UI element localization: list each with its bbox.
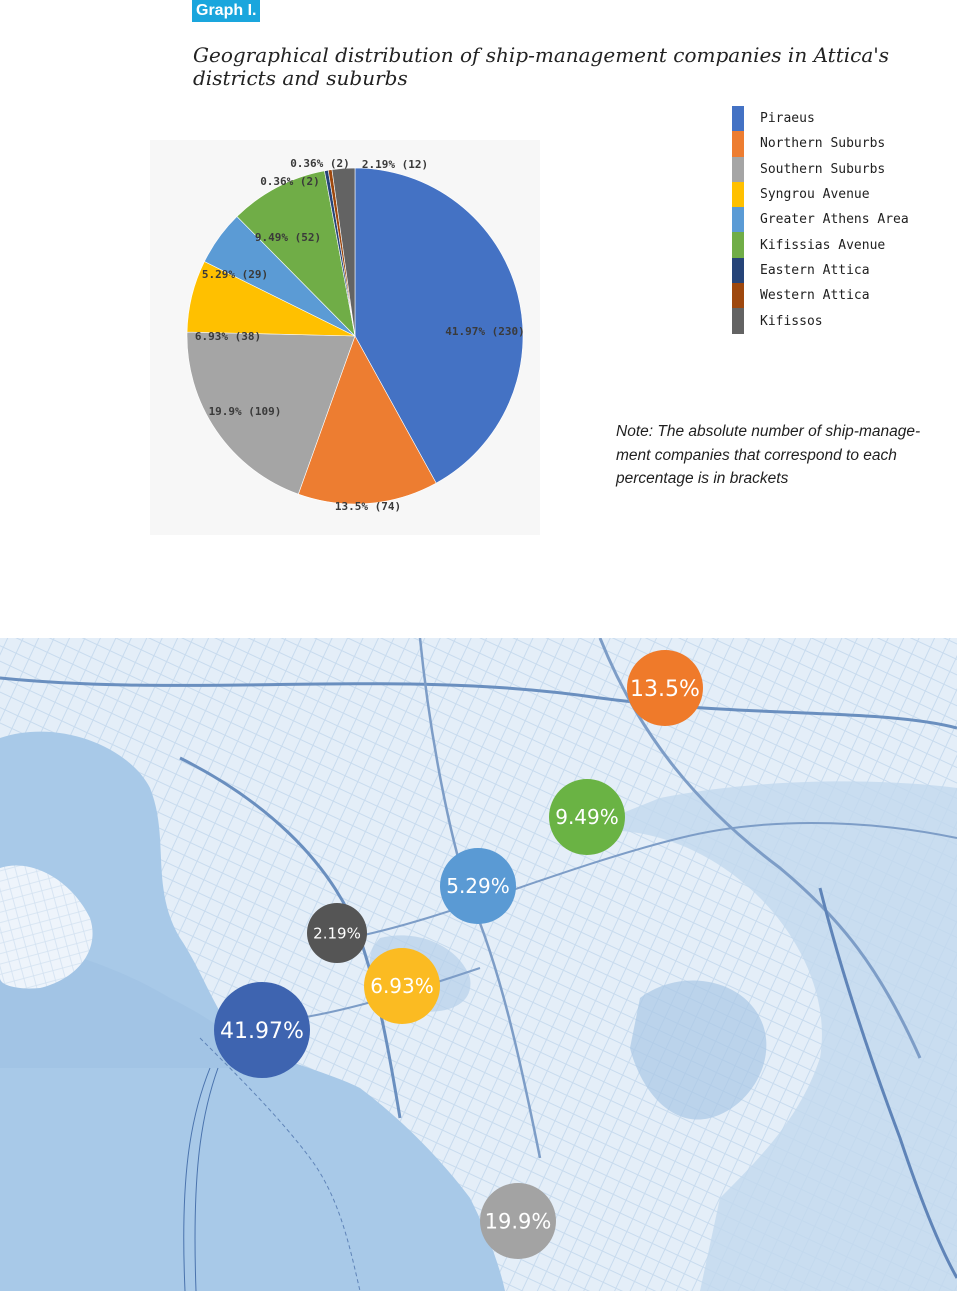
legend-item-kifissos (732, 308, 909, 333)
legend-item-kifissias-avenue (732, 232, 909, 257)
legend-item-eastern-attica (732, 258, 909, 283)
chart-title: Geographical distribution of ship-management companies in Attica's districts and suburbs (193, 43, 890, 90)
legend-swatch (732, 283, 744, 308)
legend-swatch (732, 106, 744, 131)
map-bubble-label-piraeus: 41.97% (220, 1018, 304, 1044)
chart-note: Note: The absolute number of ship-manage-ment companies that correspond to each percentage is in brackets (616, 423, 921, 487)
pie-label-eastern-attica: 0.36% (2) (260, 175, 320, 188)
pie-label-kifissos: 2.19% (12) (361, 158, 429, 171)
attica-map (0, 638, 957, 1291)
map-bubble-label-northern-suburbs: 13.5% (630, 676, 700, 702)
legend-swatch (732, 131, 744, 156)
pie-chart (150, 140, 540, 535)
map-bubble-label-southern-suburbs: 19.9% (484, 1209, 552, 1234)
chart-legend (732, 106, 909, 334)
legend-item-southern-suburbs (732, 157, 909, 182)
legend-swatch (732, 157, 744, 182)
pie-label-northern-suburbs: 13.5% (74) (334, 500, 402, 513)
pie-label-syngrou-avenue: 6.93% (38) (194, 330, 262, 343)
map-graphic (0, 638, 957, 1291)
graph-tag: Graph I. (192, 0, 260, 22)
legend-swatch (732, 232, 744, 257)
pie-chart-container (150, 140, 540, 540)
legend-label: Syngrou Avenue (760, 187, 870, 203)
legend-swatch (732, 182, 744, 207)
map-bubble-label-kifissias-avenue: 9.49% (555, 805, 619, 830)
legend-item-western-attica (732, 283, 909, 308)
legend-label: Southern Suburbs (760, 161, 886, 177)
legend-label: Northern Suburbs (760, 136, 886, 152)
map-bubble-label-greater-athens-area: 5.29% (446, 874, 510, 899)
legend-label: Western Attica (760, 288, 870, 304)
legend-item-syngrou-avenue (732, 182, 909, 207)
pie-label-greater-athens-area: 5.29% (29) (201, 268, 269, 281)
pie-label-piraeus: 41.97% (230) (445, 325, 525, 338)
pie-label-southern-suburbs: 19.9% (109) (208, 405, 282, 418)
legend-label: Kifissos (760, 313, 823, 329)
legend-swatch (732, 258, 744, 283)
pie-label-kifissias-avenue: 9.49% (52) (254, 231, 322, 244)
map-bubble-label-kifissos: 2.19% (313, 924, 361, 943)
legend-item-piraeus (732, 106, 909, 131)
legend-item-northern-suburbs (732, 131, 909, 156)
legend-swatch (732, 308, 744, 333)
map-bubble-label-syngrou-avenue: 6.93% (370, 974, 434, 999)
legend-swatch (732, 207, 744, 232)
legend-label: Piraeus (760, 111, 815, 127)
pie-label-western-attica: 0.36% (2) (290, 157, 350, 170)
legend-label: Eastern Attica (760, 262, 870, 278)
legend-item-greater-athens-area (732, 207, 909, 232)
legend-label: Kifissias Avenue (760, 237, 886, 253)
legend-label: Greater Athens Area (760, 212, 909, 228)
